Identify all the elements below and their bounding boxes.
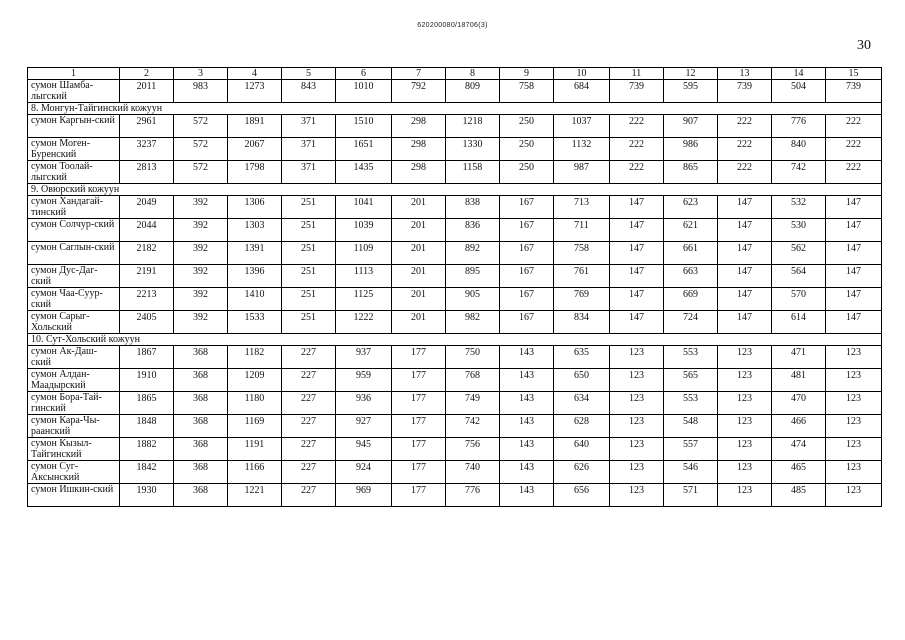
row-value: 1410 [228,288,282,311]
row-value: 392 [174,196,228,219]
row-value: 167 [500,242,554,265]
row-value: 758 [554,242,610,265]
row-value: 3237 [120,138,174,161]
row-value: 227 [282,346,336,369]
row-name: сумон Ак-Даш-ский [28,346,120,369]
row-value: 739 [610,80,664,103]
row-value: 768 [446,369,500,392]
row-value: 792 [392,80,446,103]
row-value: 2213 [120,288,174,311]
row-value: 1221 [228,484,282,507]
row-name: сумон Ишкин-ский [28,484,120,507]
table-row [28,288,882,311]
row-value: 368 [174,346,228,369]
row-value: 1848 [120,415,174,438]
row-value: 177 [392,415,446,438]
row-value: 123 [826,484,882,507]
row-value: 1930 [120,484,174,507]
row-value: 368 [174,369,228,392]
row-value: 1651 [336,138,392,161]
table-row [28,346,882,369]
row-value: 1169 [228,415,282,438]
table-row [28,265,882,288]
row-value: 147 [718,311,772,334]
row-value: 1180 [228,392,282,415]
row-value: 924 [336,461,392,484]
row-value: 250 [500,115,554,138]
row-value: 371 [282,161,336,184]
table-row [28,242,882,265]
row-value: 548 [664,415,718,438]
row-value: 123 [610,346,664,369]
row-value: 201 [392,219,446,242]
table-row [28,196,882,219]
row-value: 761 [554,265,610,288]
section-title: 8. Монгун-Тайгинский кожуун [28,103,882,115]
row-value: 167 [500,311,554,334]
row-value: 177 [392,392,446,415]
row-value: 123 [826,415,882,438]
row-value: 392 [174,265,228,288]
row-value: 227 [282,392,336,415]
row-value: 368 [174,415,228,438]
row-value: 1113 [336,265,392,288]
row-value: 251 [282,242,336,265]
row-value: 1910 [120,369,174,392]
row-value: 123 [610,438,664,461]
row-value: 1209 [228,369,282,392]
row-value: 758 [500,80,554,103]
row-value: 392 [174,242,228,265]
column-number: 6 [336,68,392,80]
row-value: 298 [392,161,446,184]
table-row [28,484,882,507]
column-number: 11 [610,68,664,80]
row-value: 1010 [336,80,392,103]
row-value: 530 [772,219,826,242]
row-value: 392 [174,288,228,311]
column-number: 13 [718,68,772,80]
row-value: 895 [446,265,500,288]
row-value: 1882 [120,438,174,461]
row-value: 123 [826,369,882,392]
row-value: 201 [392,288,446,311]
row-value: 1533 [228,311,282,334]
column-number: 4 [228,68,282,80]
row-value: 776 [446,484,500,507]
column-number: 14 [772,68,826,80]
row-value: 177 [392,484,446,507]
row-value: 1330 [446,138,500,161]
row-name: сумон Каргын-ский [28,115,120,138]
row-value: 742 [446,415,500,438]
row-value: 222 [718,161,772,184]
row-value: 123 [718,369,772,392]
row-value: 969 [336,484,392,507]
row-value: 892 [446,242,500,265]
row-value: 222 [610,161,664,184]
row-value: 251 [282,219,336,242]
row-value: 634 [554,392,610,415]
row-value: 905 [446,288,500,311]
row-value: 1842 [120,461,174,484]
row-value: 907 [664,115,718,138]
table-row [28,115,882,138]
row-value: 562 [772,242,826,265]
row-value: 776 [772,115,826,138]
row-value: 724 [664,311,718,334]
row-value: 628 [554,415,610,438]
table-row [28,311,882,334]
table-row [28,392,882,415]
row-value: 1306 [228,196,282,219]
column-number: 10 [554,68,610,80]
row-value: 987 [554,161,610,184]
row-value: 572 [174,161,228,184]
row-value: 123 [826,392,882,415]
row-name: сумон Алдан-Маадырский [28,369,120,392]
row-value: 1039 [336,219,392,242]
row-value: 222 [826,115,882,138]
row-value: 471 [772,346,826,369]
row-value: 840 [772,138,826,161]
row-value: 945 [336,438,392,461]
row-name: сумон Дус-Даг-ский [28,265,120,288]
column-number: 12 [664,68,718,80]
row-value: 147 [610,288,664,311]
header-row [28,68,882,80]
row-value: 368 [174,461,228,484]
row-value: 635 [554,346,610,369]
row-value: 572 [174,138,228,161]
table-row [28,415,882,438]
row-value: 227 [282,415,336,438]
column-number: 1 [28,68,120,80]
row-value: 669 [664,288,718,311]
section-title: 9. Овюрский кожуун [28,184,882,196]
row-value: 838 [446,196,500,219]
row-value: 167 [500,219,554,242]
row-value: 713 [554,196,610,219]
row-value: 227 [282,438,336,461]
section-row [28,334,882,346]
row-value: 250 [500,161,554,184]
row-value: 466 [772,415,826,438]
row-value: 123 [610,392,664,415]
column-number: 9 [500,68,554,80]
row-value: 711 [554,219,610,242]
row-value: 749 [446,392,500,415]
section-title: 10. Сут-Хольский кожуун [28,334,882,346]
row-value: 147 [610,311,664,334]
row-value: 595 [664,80,718,103]
row-value: 201 [392,242,446,265]
row-value: 474 [772,438,826,461]
row-value: 937 [336,346,392,369]
row-value: 222 [718,138,772,161]
row-value: 147 [826,311,882,334]
row-value: 143 [500,461,554,484]
section-row [28,184,882,196]
column-number: 8 [446,68,500,80]
row-value: 222 [718,115,772,138]
row-value: 251 [282,196,336,219]
row-value: 834 [554,311,610,334]
column-number: 5 [282,68,336,80]
row-value: 982 [446,311,500,334]
row-value: 553 [664,392,718,415]
table-row [28,138,882,161]
row-value: 684 [554,80,610,103]
row-value: 201 [392,311,446,334]
row-value: 465 [772,461,826,484]
row-value: 614 [772,311,826,334]
table-row [28,161,882,184]
row-value: 532 [772,196,826,219]
row-value: 1132 [554,138,610,161]
row-value: 626 [554,461,610,484]
row-value: 251 [282,265,336,288]
row-value: 147 [718,196,772,219]
row-value: 1166 [228,461,282,484]
column-number: 3 [174,68,228,80]
column-number: 15 [826,68,882,80]
row-name: сумон Кызыл-Тайгинский [28,438,120,461]
row-value: 1191 [228,438,282,461]
row-value: 177 [392,438,446,461]
row-value: 143 [500,346,554,369]
row-name: сумон Чаа-Суур-ский [28,288,120,311]
row-value: 298 [392,115,446,138]
row-value: 147 [610,196,664,219]
row-value: 565 [664,369,718,392]
row-value: 123 [718,415,772,438]
row-value: 227 [282,484,336,507]
row-value: 392 [174,219,228,242]
row-value: 836 [446,219,500,242]
column-number: 2 [120,68,174,80]
row-value: 123 [610,461,664,484]
row-value: 1222 [336,311,392,334]
row-value: 147 [610,265,664,288]
table-row [28,461,882,484]
row-value: 147 [826,242,882,265]
row-value: 251 [282,311,336,334]
row-value: 167 [500,265,554,288]
row-value: 368 [174,438,228,461]
row-value: 123 [610,484,664,507]
row-value: 147 [718,242,772,265]
row-name: сумон Моген-Буренский [28,138,120,161]
row-value: 222 [610,115,664,138]
row-value: 650 [554,369,610,392]
row-value: 143 [500,484,554,507]
row-value: 167 [500,288,554,311]
row-value: 251 [282,288,336,311]
row-value: 147 [718,219,772,242]
row-value: 557 [664,438,718,461]
row-value: 1891 [228,115,282,138]
row-value: 2191 [120,265,174,288]
row-name: сумон Саглын-ский [28,242,120,265]
row-value: 571 [664,484,718,507]
row-value: 1037 [554,115,610,138]
row-value: 742 [772,161,826,184]
row-value: 986 [664,138,718,161]
row-value: 1865 [120,392,174,415]
row-value: 368 [174,484,228,507]
row-value: 177 [392,461,446,484]
row-value: 865 [664,161,718,184]
row-value: 1867 [120,346,174,369]
row-value: 147 [718,265,772,288]
row-value: 250 [500,138,554,161]
row-value: 769 [554,288,610,311]
row-value: 201 [392,196,446,219]
row-value: 1798 [228,161,282,184]
row-value: 147 [826,288,882,311]
row-value: 143 [500,392,554,415]
row-value: 661 [664,242,718,265]
row-value: 1182 [228,346,282,369]
row-value: 1125 [336,288,392,311]
row-value: 177 [392,346,446,369]
row-value: 177 [392,369,446,392]
row-value: 147 [826,219,882,242]
row-name: сумон Бора-Тай-гинский [28,392,120,415]
row-name: сумон Сарыг-Хольский [28,311,120,334]
row-value: 750 [446,346,500,369]
row-value: 2044 [120,219,174,242]
row-value: 1218 [446,115,500,138]
row-value: 739 [826,80,882,103]
table-row [28,369,882,392]
row-value: 123 [610,415,664,438]
row-value: 481 [772,369,826,392]
row-value: 123 [826,438,882,461]
row-value: 1109 [336,242,392,265]
row-value: 572 [174,115,228,138]
row-value: 371 [282,138,336,161]
row-value: 167 [500,196,554,219]
row-value: 143 [500,415,554,438]
row-value: 201 [392,265,446,288]
row-value: 2011 [120,80,174,103]
row-value: 740 [446,461,500,484]
row-value: 1041 [336,196,392,219]
row-value: 663 [664,265,718,288]
row-value: 298 [392,138,446,161]
row-value: 123 [718,346,772,369]
row-value: 2067 [228,138,282,161]
row-value: 485 [772,484,826,507]
row-name: сумон Тоолай-лыгский [28,161,120,184]
row-value: 147 [610,219,664,242]
row-value: 123 [826,461,882,484]
row-value: 1273 [228,80,282,103]
table-row [28,219,882,242]
row-value: 147 [826,196,882,219]
row-value: 936 [336,392,392,415]
row-value: 123 [718,461,772,484]
row-value: 2049 [120,196,174,219]
table-row [28,80,882,103]
row-name: сумон Шамба-лыгский [28,80,120,103]
row-value: 227 [282,369,336,392]
row-value: 623 [664,196,718,219]
row-value: 147 [826,265,882,288]
row-value: 1510 [336,115,392,138]
data-table [27,67,882,507]
row-value: 2813 [120,161,174,184]
row-value: 123 [718,392,772,415]
row-value: 2182 [120,242,174,265]
row-value: 1396 [228,265,282,288]
row-value: 371 [282,115,336,138]
row-value: 368 [174,392,228,415]
row-name: сумон Суг-Аксынский [28,461,120,484]
row-name: сумон Солчур-ский [28,219,120,242]
row-value: 147 [718,288,772,311]
row-value: 927 [336,415,392,438]
row-value: 392 [174,311,228,334]
row-value: 470 [772,392,826,415]
row-value: 570 [772,288,826,311]
document-id: 620200080/18706(3) [417,22,488,29]
row-value: 656 [554,484,610,507]
row-value: 222 [826,138,882,161]
row-value: 1435 [336,161,392,184]
row-value: 1303 [228,219,282,242]
row-value: 123 [610,369,664,392]
row-value: 756 [446,438,500,461]
row-value: 504 [772,80,826,103]
section-row [28,103,882,115]
column-number: 7 [392,68,446,80]
row-value: 222 [610,138,664,161]
row-name: сумон Кара-Чы-раанский [28,415,120,438]
row-value: 553 [664,346,718,369]
row-value: 546 [664,461,718,484]
row-value: 143 [500,438,554,461]
row-value: 123 [826,346,882,369]
row-value: 1158 [446,161,500,184]
row-value: 564 [772,265,826,288]
row-value: 621 [664,219,718,242]
row-value: 147 [610,242,664,265]
row-value: 739 [718,80,772,103]
row-value: 640 [554,438,610,461]
page-number: 30 [857,38,871,53]
row-value: 123 [718,438,772,461]
row-value: 222 [826,161,882,184]
row-value: 227 [282,461,336,484]
row-value: 809 [446,80,500,103]
row-value: 843 [282,80,336,103]
table-row [28,438,882,461]
row-value: 143 [500,369,554,392]
row-value: 959 [336,369,392,392]
row-name: сумон Хандагай-тинский [28,196,120,219]
row-value: 2961 [120,115,174,138]
row-value: 983 [174,80,228,103]
row-value: 1391 [228,242,282,265]
row-value: 123 [718,484,772,507]
row-value: 2405 [120,311,174,334]
